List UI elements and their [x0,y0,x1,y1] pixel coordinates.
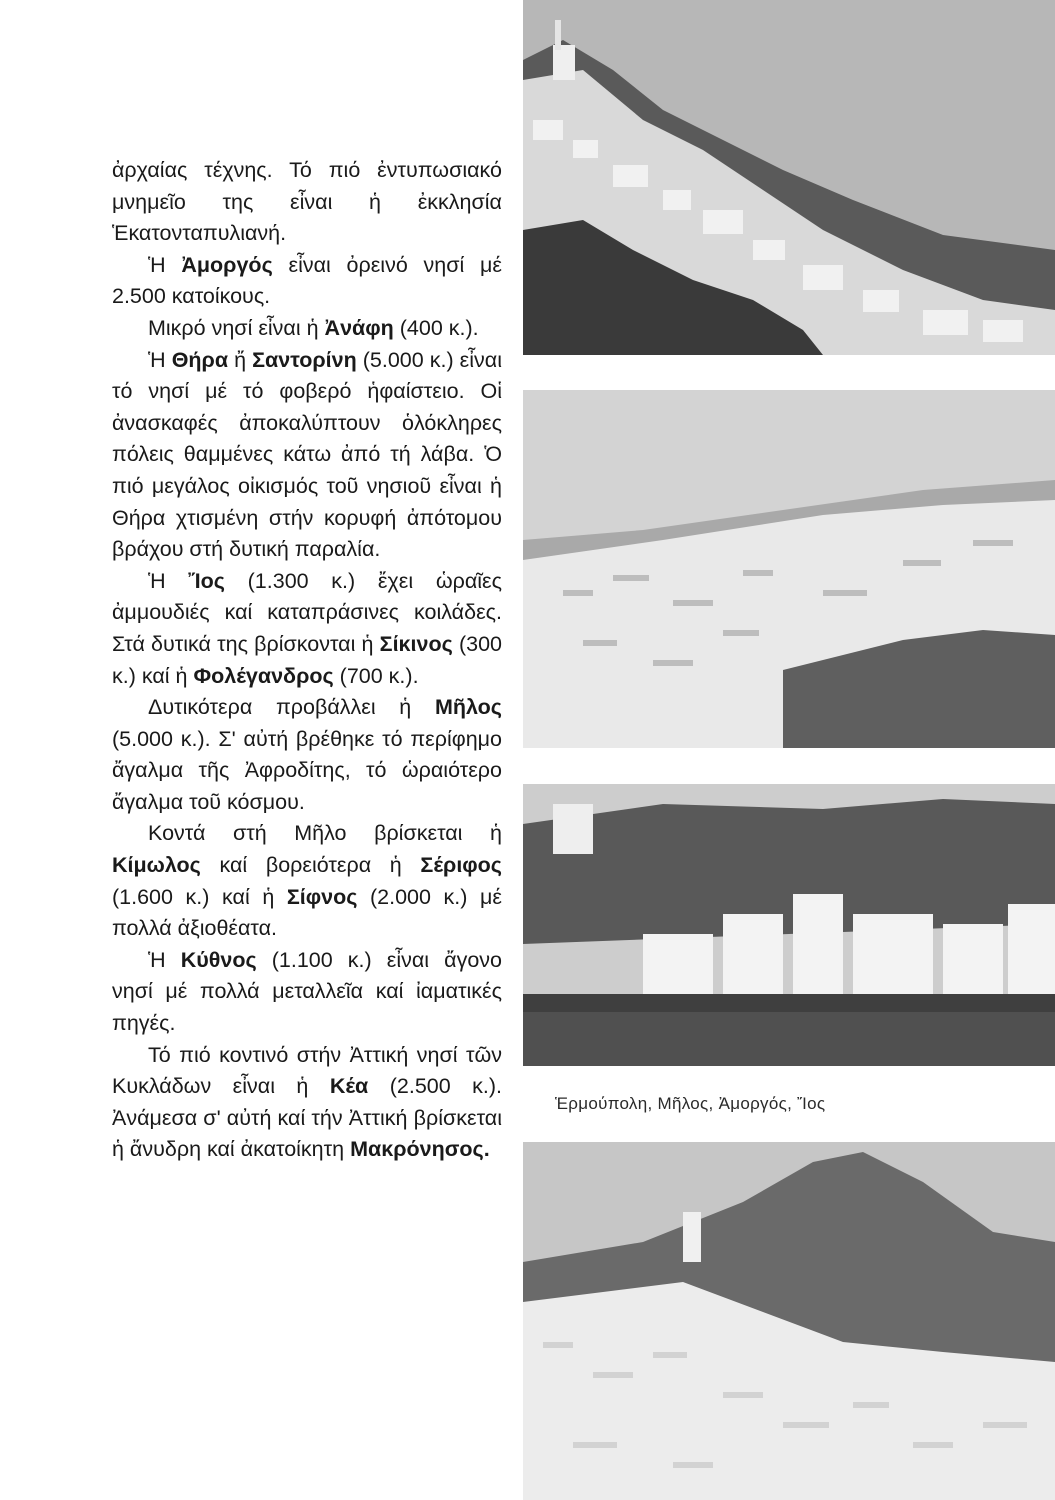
paragraph [112,345,502,566]
text-run: Μικρό νησί εἶναι ἡ [148,315,325,340]
photo-ermoupoli [523,0,1055,355]
text-run: (2.500 κ.). Ἀνάμεσα σ' αὐτή καί τήν Ἀττική βρίσκεται ἡ ἄνυδρη καί ἀκατοίκητη [112,1074,502,1162]
text-run: (700 κ.). [333,663,419,688]
paragraph [112,250,502,313]
island-name: Ἀμοργός [181,252,273,277]
text-run: (2.000 κ.) μέ πολλά ἀξιοθέατα. [112,884,502,941]
island-name: Σίφνος [286,884,358,909]
text-run: ἤ [228,347,253,372]
text-run: (1.300 κ.) ἔχει ὡραῖες ἀμμουδιές καί καταπράσινες κοιλάδες. Στά δυτικά της βρίσκονται ἡ [112,568,503,656]
text-run: (5.000 κ.) εἶναι τό νησί μέ τό φοβερό ἡφαίστειο. Οἱ ἀνασκαφές ἀποκαλύπτουν ὁλόκληρες πόλεις θαμμένες κάτω ἀπό τή λάβα. Ὁ πιό μεγάλος οἰκισμός τοῦ νησιοῦ εἶναι ἡ Θήρα χτισμένη στήν κορυφή ἀπότομου βράχου στή δυτική παραλία. [112,347,503,562]
island-name: Φολέγανδρος [193,663,334,688]
island-name: Ἴος [188,568,225,593]
paragraph [112,313,502,345]
island-name: Μῆλος [434,695,502,720]
text-run: (1.100 κ.) εἶναι ἄγονο νησί μέ πολλά μεταλλεῖα καί ἰαματικές πηγές. [112,947,502,1036]
text-run: Ἡ [148,947,181,972]
body-text [112,155,502,1166]
text-run: Ἡ [148,252,182,277]
text-run: Ἡ [148,568,189,593]
photo-milos [523,390,1055,748]
text-run: Κοντά στή Μῆλο βρίσκεται ἡ [148,821,502,846]
paragraph [112,155,502,250]
island-name: Μακρόνησος. [350,1137,490,1162]
text-run: εἶναι ὀρεινό νησί μέ 2.500 κατοίκους. [112,252,502,309]
island-name: Ἀνάφη [324,315,394,340]
paragraph [112,692,502,818]
text-run: Τό πιό κοντινό στήν Ἀττική νησί τῶν Κυκλάδων εἶναι ἡ [112,1042,502,1099]
island-name: Κύθνος [180,947,257,972]
text-run: καί βορειότερα ἡ [200,853,421,878]
paragraph [112,945,502,1040]
island-name: Κέα [329,1074,369,1099]
paragraph [112,818,502,944]
photo-caption: Ἑρμούπολη, Μῆλος, Ἀμοργός, Ἴος [555,1094,826,1113]
island-name: Σέριφος [420,853,502,878]
island-name: Θήρα [171,347,229,372]
text-run: (300 κ.) καί ἡ [112,631,502,688]
island-name: Κίμωλος [112,853,201,878]
text-run: ἀρχαίας τέχνης. Τό πιό ἐντυπωσιακό μνημεῖο της εἶναι ἡ ἐκκλησία Ἑκατονταπυλιανή. [112,158,502,246]
text-run: (400 κ.). [393,315,479,340]
photo-amorgos [523,784,1055,1066]
paragraph [112,566,502,692]
text-run: Ἡ [148,347,172,372]
text-run: (5.000 κ.). Σ' αὐτή βρέθηκε τό περίφημο ἄγαλμα τῆς Ἀφροδίτης, τό ὡραιότερο ἄγαλμα τοῦ κόσμου. [112,726,502,814]
text-run: Δυτικότερα προβάλλει ἡ [148,695,435,720]
paragraph [112,1040,502,1166]
text-run: (1.600 κ.) καί ἡ [112,884,287,909]
island-name: Σίκινος [379,631,453,656]
photo-ios [523,1142,1055,1500]
island-name: Σαντορίνη [252,347,357,372]
